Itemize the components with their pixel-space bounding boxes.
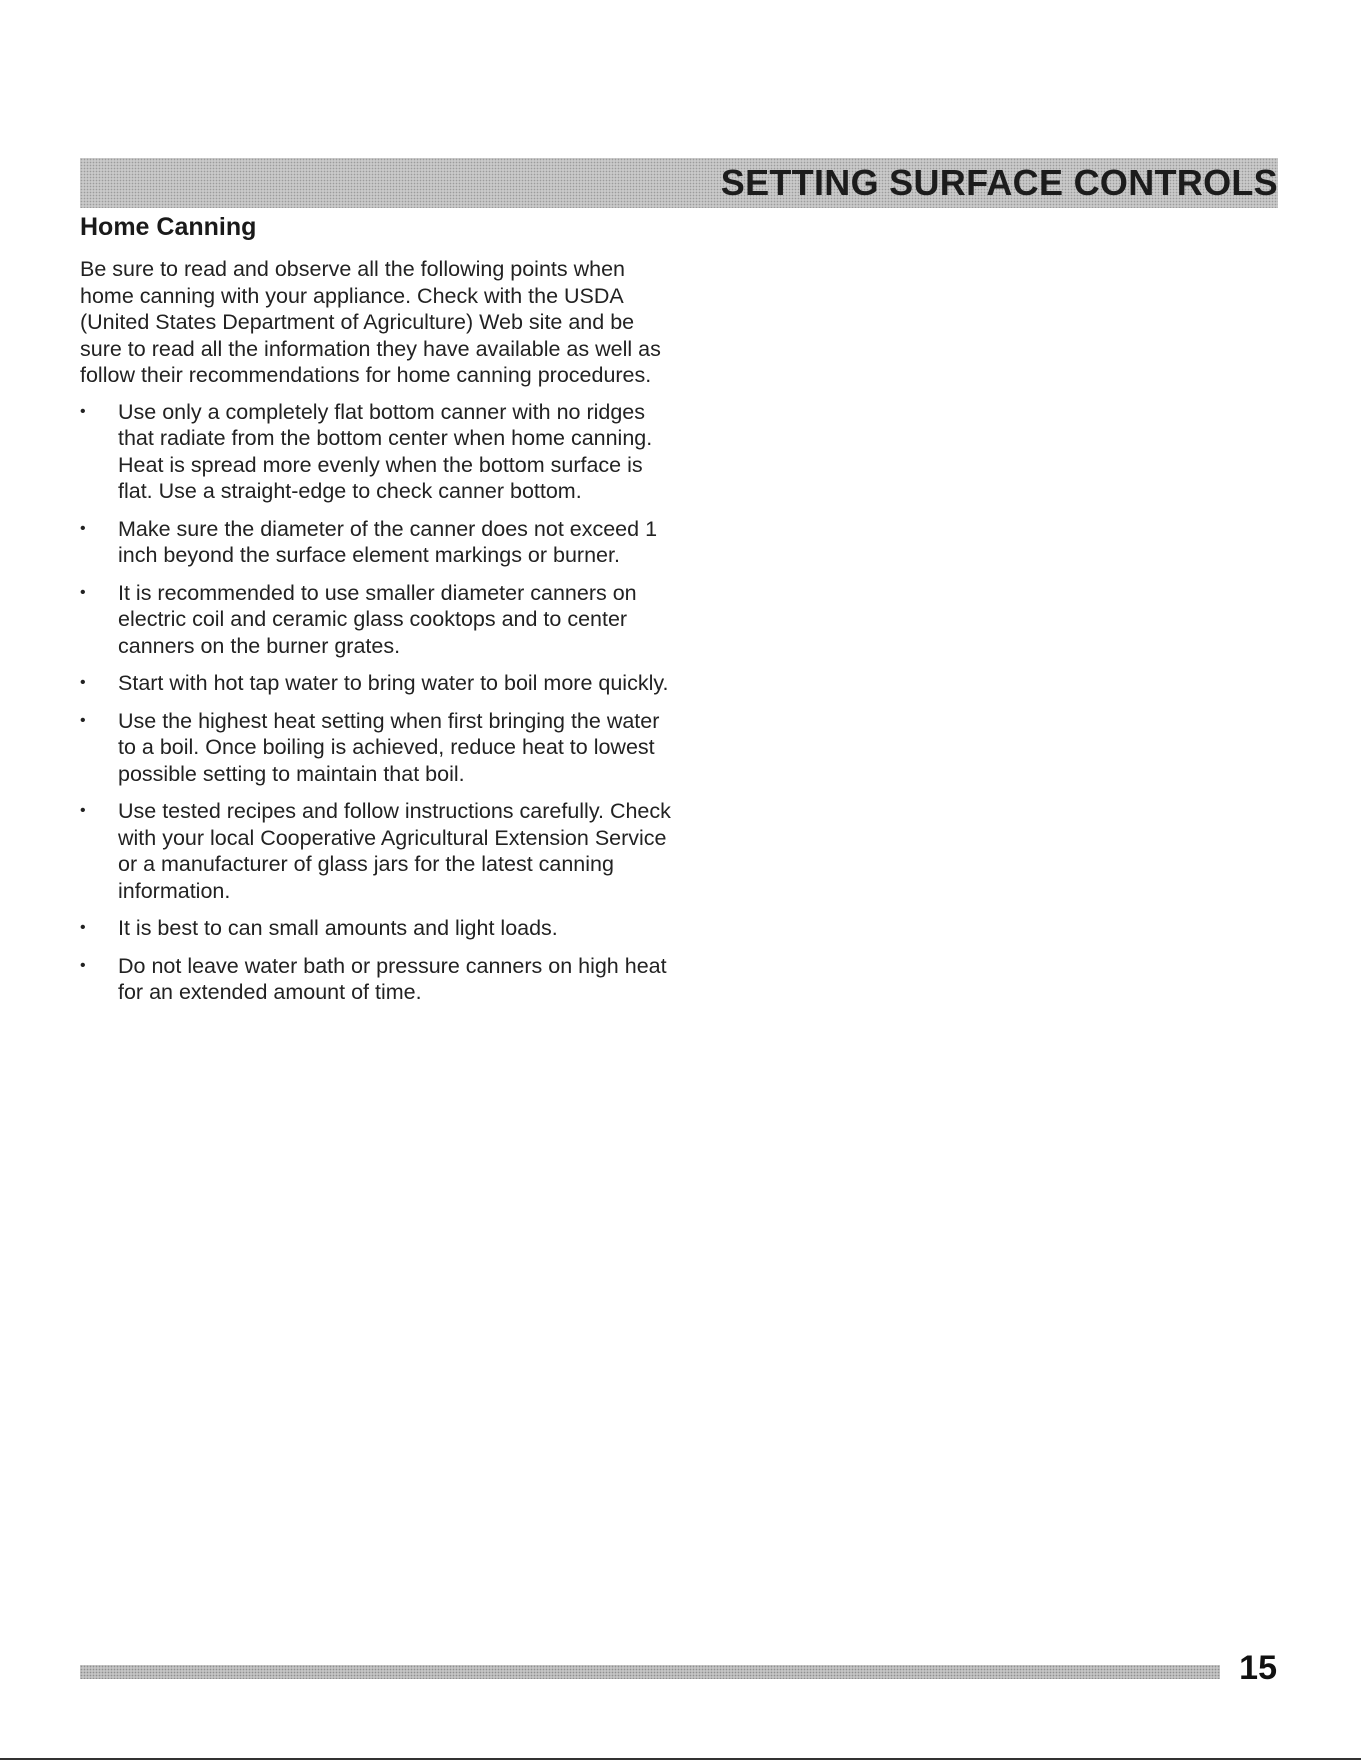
- page-bottom-edge: [0, 1758, 1361, 1760]
- section-title: SETTING SURFACE CONTROLS: [720, 162, 1278, 203]
- list-item: [80, 915, 680, 942]
- bullet-icon: •: [80, 919, 86, 936]
- list-item-text: It is best to can small amounts and light loads.: [118, 916, 558, 940]
- bullet-icon: •: [80, 802, 86, 819]
- list-item-text: Use only a completely flat bottom canner with no ridges that radiate from the bottom center when home canning. Heat is spread more evenly when the bottom surface is flat. Use a straight-edge to check canner bottom.: [118, 399, 653, 503]
- list-item: [80, 670, 680, 697]
- bullet-icon: •: [80, 519, 86, 537]
- list-item-text: Use the highest heat setting when first bringing the water to a boil. Once boiling is achieved, reduce heat to lowest possible setting to maintain that boil.: [118, 708, 660, 786]
- bullet-icon: •: [80, 402, 86, 420]
- bullet-icon: •: [80, 956, 86, 974]
- list-item-text: Use tested recipes and follow instructions carefully. Check with your local Cooperative Agricultural Extension Service or a manufacturer of glass jars for the latest canning information.: [118, 799, 671, 903]
- intro-paragraph: Be sure to read and observe all the following points when home canning with your appliance. Check with the USDA (United States Department of Agriculture) Web site and be sure to read all the information they have available as well as follow their recommendations for home canning procedures.: [80, 257, 661, 387]
- page-number: 15: [1239, 1649, 1277, 1687]
- list-item: [80, 399, 680, 505]
- list-item: [80, 580, 680, 660]
- list-item-text: Start with hot tap water to bring water to boil more quickly.: [118, 671, 669, 695]
- bullet-icon: •: [80, 583, 86, 601]
- list-item: [80, 953, 680, 1006]
- footer-band: [80, 1665, 1220, 1679]
- list-item-text: It is recommended to use smaller diameter canners on electric coil and ceramic glass cooktops and to center canners on the burner grates.: [118, 580, 637, 658]
- bullet-list: [80, 399, 680, 1006]
- list-item: [80, 798, 680, 904]
- list-item-text: Do not leave water bath or pressure canners on high heat for an extended amount of time.: [118, 953, 667, 1004]
- list-item: [80, 516, 680, 569]
- list-item-text: Make sure the diameter of the canner does not exceed 1 inch beyond the surface element markings or burner.: [118, 516, 658, 567]
- page-heading: Home Canning: [80, 213, 257, 241]
- bullet-icon: •: [80, 711, 86, 729]
- list-item: [80, 708, 680, 788]
- bullet-icon: •: [80, 674, 86, 691]
- content-column: [80, 256, 680, 1017]
